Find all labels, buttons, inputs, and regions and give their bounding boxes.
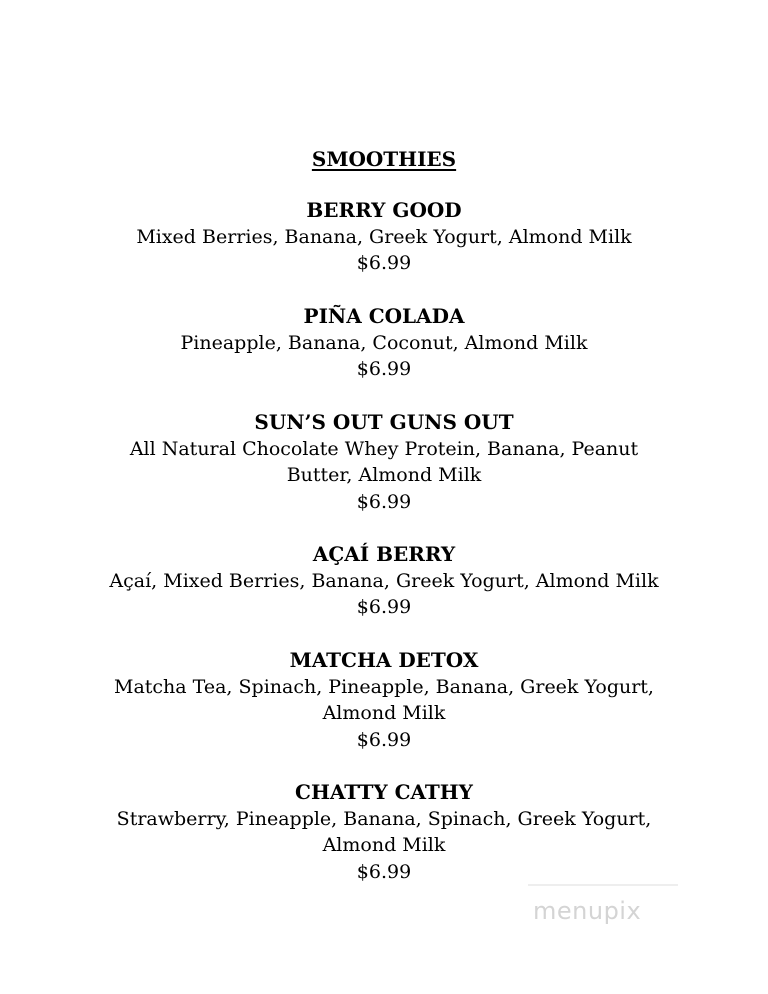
menu-item-pina-colada <box>80 303 688 383</box>
item-description-line: Matcha Tea, Spinach, Pineapple, Banana, Greek Yogurt, <box>114 675 654 698</box>
item-price: $6.99 <box>356 860 412 883</box>
menu-item-acai-berry <box>80 541 688 621</box>
item-name: AÇAÍ BERRY <box>312 542 456 566</box>
menu-item-chatty-cathy <box>80 779 688 885</box>
item-description-line: All Natural Chocolate Whey Protein, Banana, Peanut <box>129 437 639 460</box>
item-name: PIÑA COLADA <box>303 304 465 328</box>
item-description-line: Strawberry, Pineapple, Banana, Spinach, Greek Yogurt, <box>116 807 652 830</box>
item-description-line: Butter, Almond Milk <box>286 464 482 486</box>
item-price: $6.99 <box>356 252 412 274</box>
item-price: $6.99 <box>356 728 412 751</box>
item-name: BERRY GOOD <box>306 198 462 222</box>
menu-item-matcha-detox <box>80 647 688 753</box>
watermark-logo: menupix <box>533 897 642 925</box>
item-name: SUN’S OUT GUNS OUT <box>254 410 514 434</box>
section-title: SMOOTHIES <box>311 147 457 171</box>
item-price: $6.99 <box>356 490 412 513</box>
item-description-line: Almond Milk <box>322 702 446 724</box>
item-name: CHATTY CATHY <box>295 780 473 804</box>
watermark-divider <box>528 884 678 886</box>
menu-item-suns-out-guns-out <box>80 409 688 515</box>
item-price: $6.99 <box>356 358 412 380</box>
item-description-line: Mixed Berries, Banana, Greek Yogurt, Almond Milk <box>136 225 632 248</box>
menu-item-berry-good <box>80 197 688 277</box>
item-price: $6.99 <box>356 596 412 618</box>
item-description-line: Pineapple, Banana, Coconut, Almond Milk <box>180 331 588 354</box>
item-name: MATCHA DETOX <box>289 648 479 672</box>
item-description-line: Almond Milk <box>322 834 446 856</box>
item-description-line: Açaí, Mixed Berries, Banana, Greek Yogurt, Almond Milk <box>109 569 659 592</box>
